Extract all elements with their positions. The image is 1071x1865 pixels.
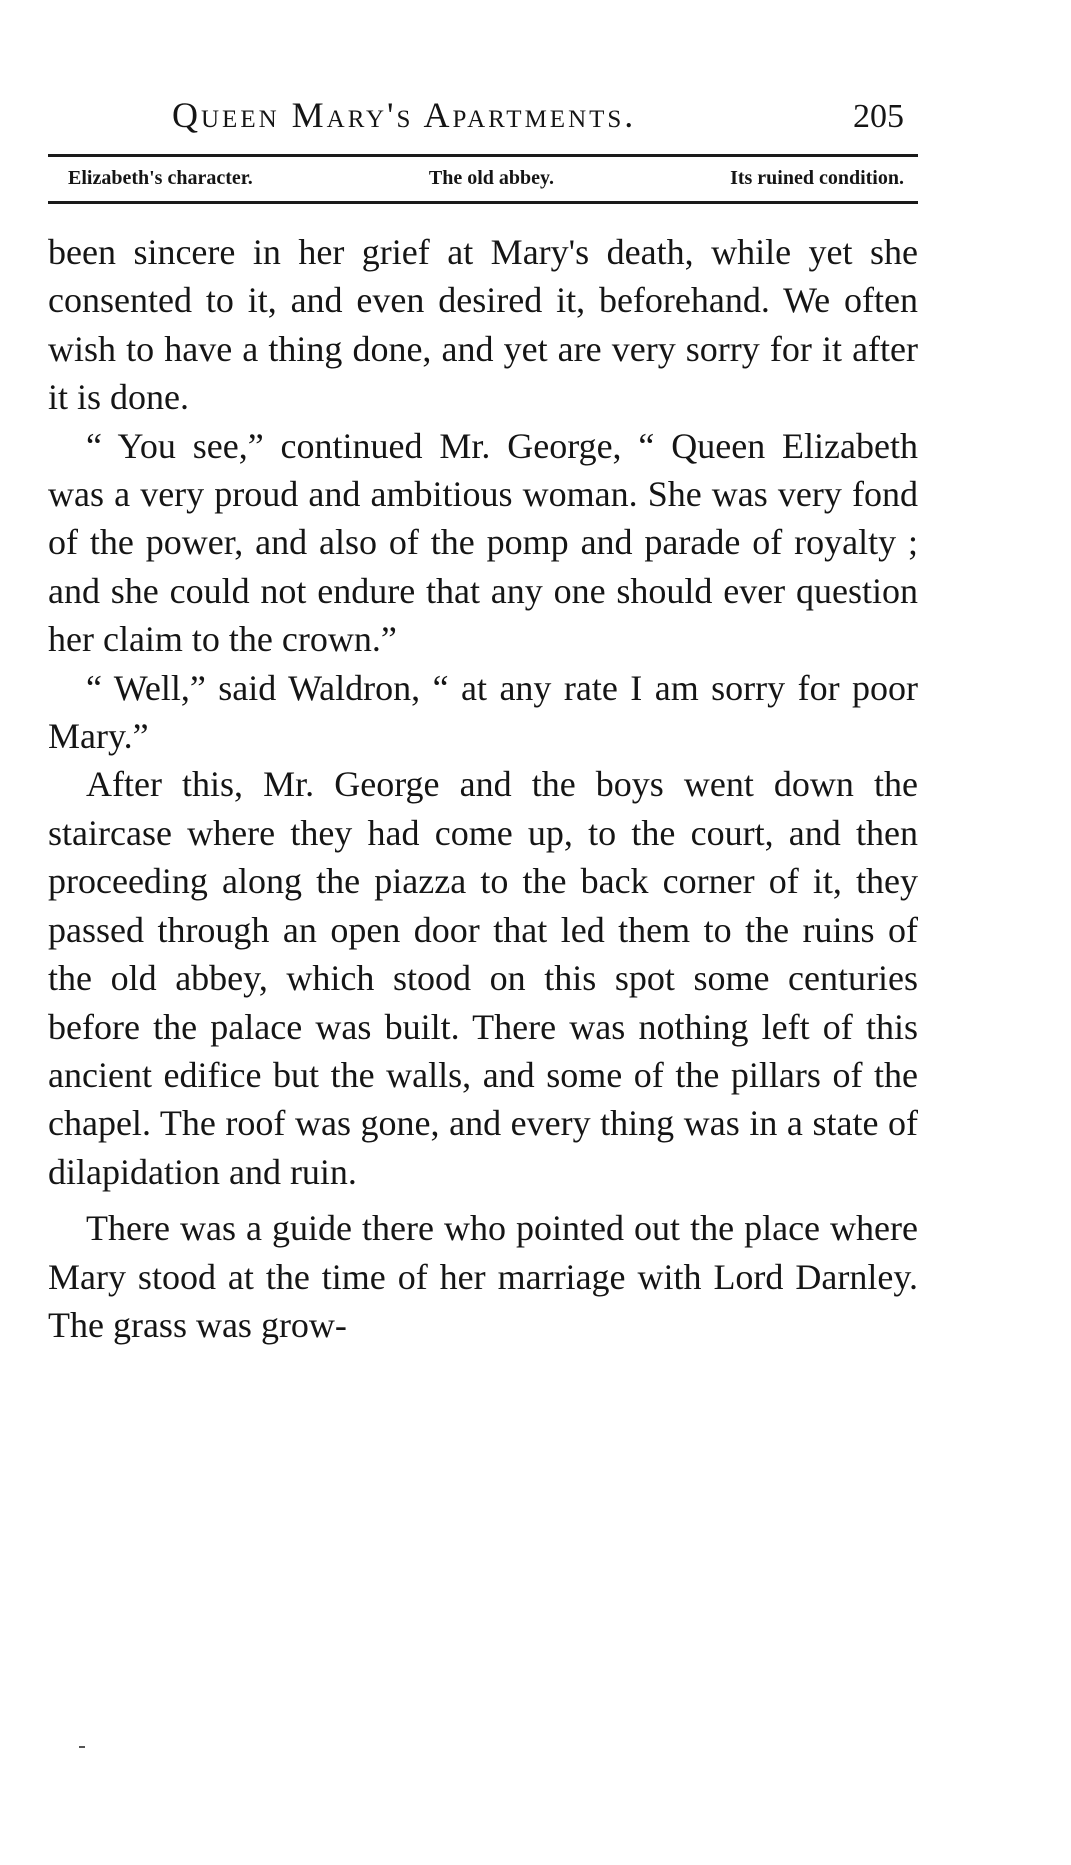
paragraph-mr-george: “ You see,” continued Mr. George, “ Queen Elizabeth was a very proud and ambitious woman. She was very fond of the power, and also of the pomp and parade of royalty ; and she could not endure that any one should ever question her claim to the crown.” bbox=[48, 425, 918, 660]
running-head bbox=[48, 88, 918, 142]
book-page bbox=[48, 88, 918, 1349]
running-head-title: Queen Mary's Apartments. bbox=[172, 95, 637, 135]
paragraph-guide: There was a guide there who pointed out the place where Mary stood at the time of her marriage with Lord Darnley. The grass was grow- bbox=[48, 1208, 918, 1345]
page-number: 205 bbox=[853, 98, 904, 135]
stray-print-mark bbox=[79, 1746, 85, 1748]
header-rule-bottom bbox=[48, 201, 918, 204]
paragraph-waldron: “ Well,” said Waldron, “ at any rate I am sorry for poor Mary.” bbox=[48, 667, 918, 757]
side-note-old-abbey: The old abbey. bbox=[428, 167, 554, 189]
side-notes bbox=[48, 157, 918, 201]
paragraph-abbey: After this, Mr. George and the boys went down the staircase where they had come up, to the court, and then proceeding along the piazza to the back corner of it, they passed through an open door that led them to the ruins of the old abbey, which stood on this spot some centuries before the palace was built. There was nothing left of this ancient edifice but the walls, and some of the pillars of the chapel. The roof was gone, and every thing was in a state of dilapidation and ruin. bbox=[48, 764, 918, 1192]
body-text bbox=[48, 228, 918, 1349]
side-note-ruined-condition: Its ruined condition. bbox=[730, 167, 904, 189]
side-note-elizabeths-character: Elizabeth's character. bbox=[68, 167, 253, 189]
paragraph-continued: been sincere in her grief at Mary's death, while yet she consented to it, and even desired it, beforehand. We often wish to have a thing done, and yet are very sorry for it after it is done. bbox=[48, 232, 918, 418]
